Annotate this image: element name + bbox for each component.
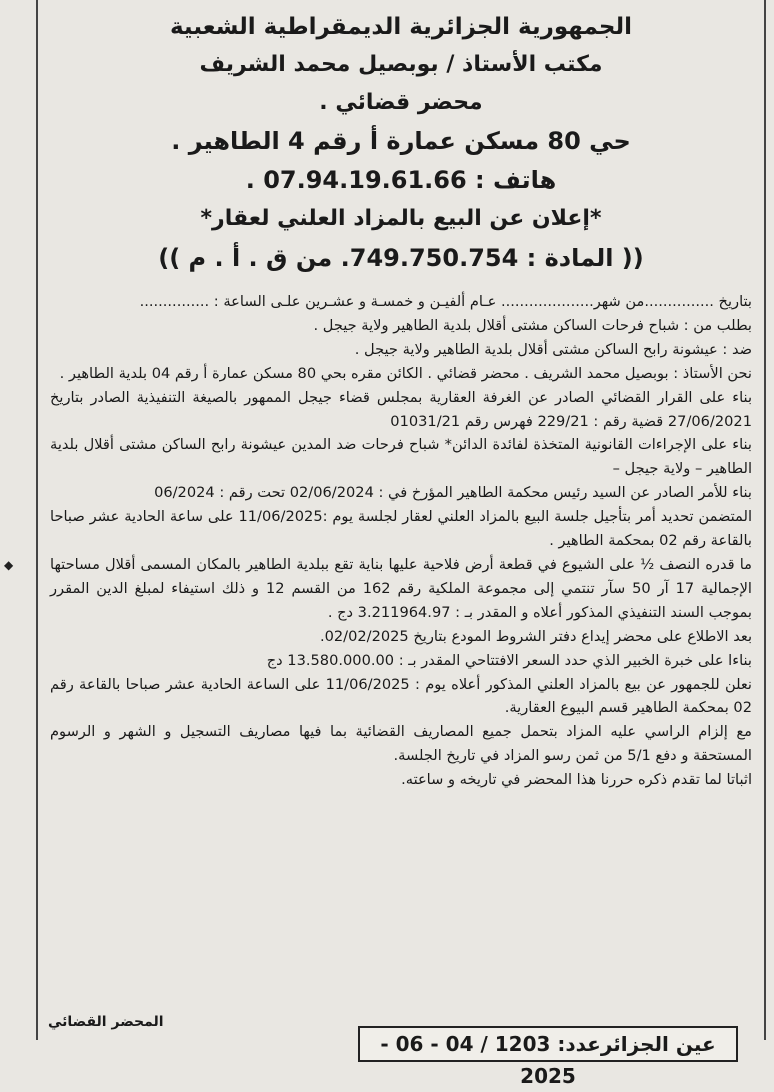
paragraph-public-sale: نعلن للجمهور عن بيع بالمزاد العلني المذكور أعلاه يوم : 11/06/2025 على الساعة الحادية عشر صباحا بالقاعة رقم 02 بمحكمة الطاهير قسم البيوع العقارية.: [50, 675, 752, 717]
signature: المحضر القضائي: [48, 1014, 164, 1030]
notice-header: [46, 8, 756, 278]
paragraph-court-decision: بناء على القرار القضائي الصادر عن الغرفة العقارية بمجلس قضاء جيجل الممهور بالصيغة التنفيذية الصادر بتاريخ 27/06/2021 قضية رقم : 229/21 فهرس رقم 01031/21: [50, 388, 752, 430]
paragraph-obligations: مع إلزام الراسي عليه المزاد بتحمل جميع المصاريف القضائية بما فيها مصاريف التسجيل و الشهر و الرسوم المستحقة و دفع 5/1 من ثمن رسو المزاد في تاريخ الجلسة.: [50, 723, 752, 765]
phone-number: هاتف : 07.94.19.61.66 .: [245, 166, 557, 194]
paragraph-requester: بطلب من : شباح فرحات الساكن مشتى أقلال بلدية الطاهير ولاية جيجل .: [313, 316, 752, 334]
paragraph-bailiff: نحن الأستاذ : بوبصيل محمد الشريف . محضر قضائي . الكائن مقره بحي 80 مسكن عمارة أ رقم 04 بلدية الطاهير .: [59, 364, 752, 382]
paragraph-expert-price: بناءا على خبرة الخبير الذي حدد السعر الافتتاحي المقدر بـ : 13.580.000.00 دج: [266, 651, 752, 669]
office-address: حي 80 مسكن عمارة أ رقم 4 الطاهير .: [171, 127, 631, 155]
publication-reference: عين الجزائرعدد: 1203 / 04 - 06 - 2025: [358, 1026, 738, 1062]
paragraph-conditions-book: بعد الاطلاع على محضر إيداع دفتر الشروط المودع بتاريخ 02/02/2025.: [319, 627, 752, 645]
paragraph-against: ضد : عيشونة رابح الساكن مشتى أقلال بلدية الطاهير ولاية جيجل .: [354, 340, 752, 358]
paragraph-procedures: بناء على الإجراءات القانونية المتخذة لفائدة الدائن* شباح فرحات ضد المدين عيشونة رابح الساكن مشتى أقلال بلدية الطاهير – ولاية جيجل –: [50, 436, 752, 478]
legal-notice: [36, 0, 766, 1040]
announcement-title: *إعلان عن البيع بالمزاد العلني لعقار*: [200, 206, 602, 231]
paragraph-closing: اثباتا لما تقدم ذكره حررنا هذا المحضر في تاريخه و ساعته.: [401, 771, 752, 789]
bailiff-title: محضر قضائي .: [319, 90, 483, 115]
paragraph-order: بناء للأمر الصادر عن السيد رئيس محكمة الطاهير المؤرخ في : 02/06/2024 تحت رقم : 06/2024: [154, 484, 752, 502]
paragraph-postponement: المتضمن تحديد أمر بتأجيل جلسة البيع بالمزاد العلني لعقار لجلسة يوم :11/06/2025 على ساعة الحادية عشر صباحا بالقاعة رقم 02 بمحكمة الطاهير .: [50, 508, 752, 550]
margin-mark: ◆: [4, 558, 14, 572]
paragraph-property: ما قدره النصف ½ على الشيوع في قطعة أرض فلاحية عليها بناية تقع ببلدية الطاهير بالمكان المسمى أقلال مساحتها الإجمالية 17 آر 50 سآر تنتمي إلى مجموعة الملكية رقم 162 من القسم 12 و ذلك استيفاء لمبلغ الدين المقرر بموجب السند التنفيذي المذكور أعلاه و المقدر بـ : 3.211964.97 دج .: [50, 555, 752, 621]
republic-title: الجمهورية الجزائرية الديمقراطية الشعبية: [169, 14, 633, 40]
paragraph-date: بتاريخ ...............من شهر.................... عـام ألفيـن و خمسـة و عشـرين علـى الساعة : ...............: [139, 293, 752, 310]
office-name: مكتب الأستاذ / بوبصيل محمد الشريف: [199, 52, 603, 77]
legal-article: (( المادة : 749.750.754. من ق . أ . م )): [158, 244, 644, 272]
notice-body: [46, 290, 756, 792]
